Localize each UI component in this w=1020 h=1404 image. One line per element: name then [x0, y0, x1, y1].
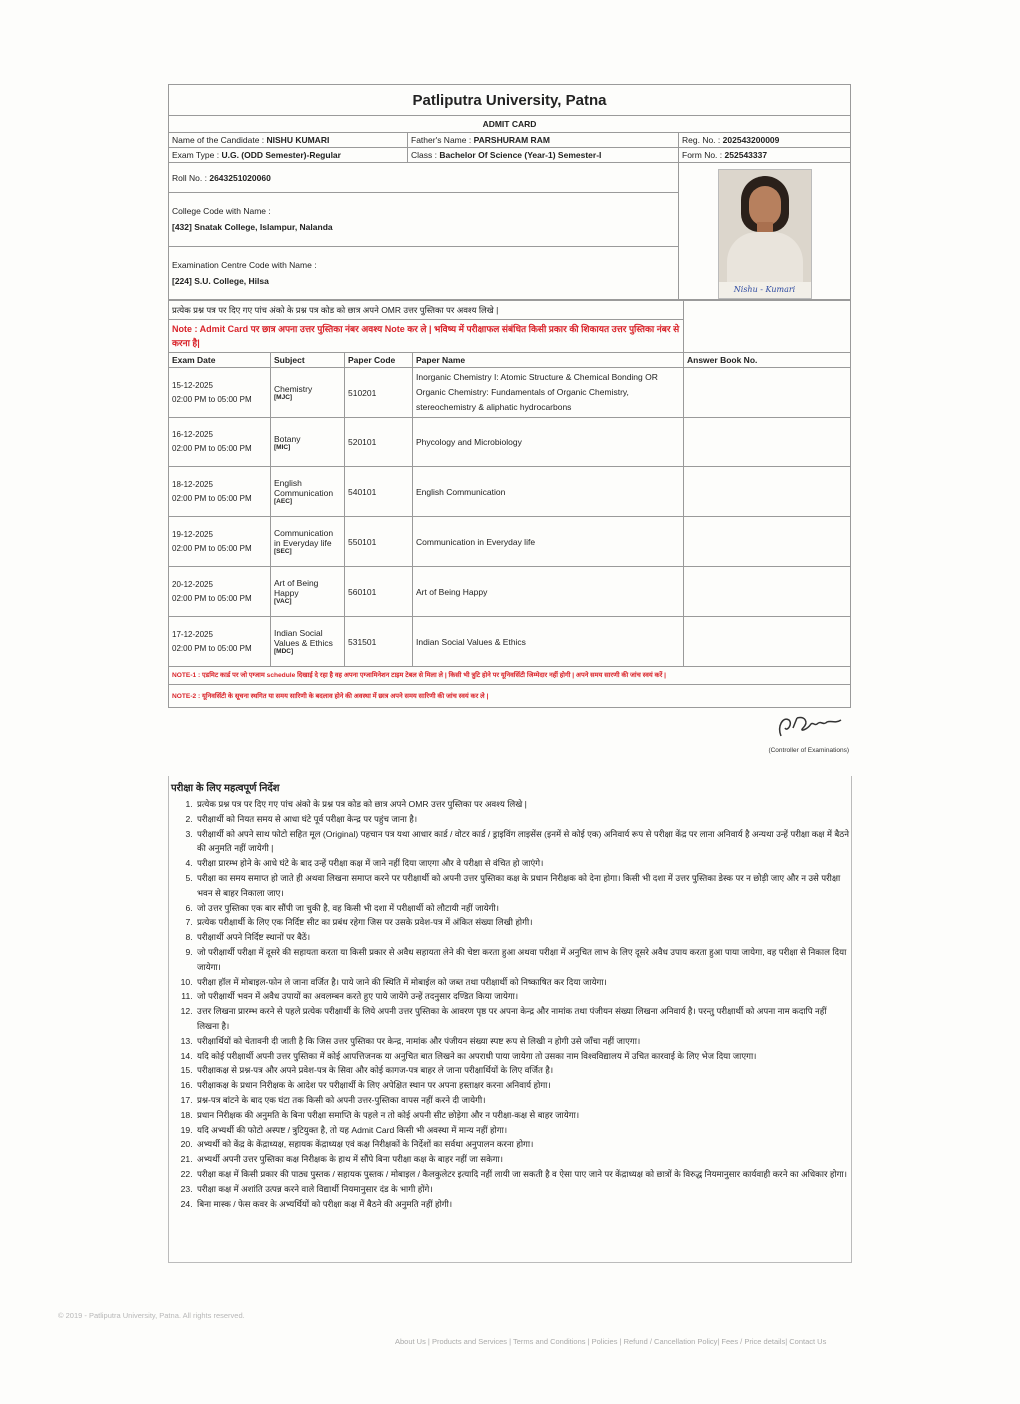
form-no-cell: Form No. : 252543337 — [679, 148, 851, 163]
candidate-name: NISHU KUMARI — [266, 135, 330, 145]
college-name: [432] Snatak College, Islampur, Nalanda — [172, 222, 333, 233]
list-item: 2. परीक्षार्थी को नियत समय से आधा घंटे पूर्व परीक्षा केन्द्र पर पहुंच जाना है। — [195, 812, 851, 827]
exam-paper: Phycology and Microbiology — [413, 418, 684, 467]
candidate-photo — [718, 169, 812, 299]
table-row — [169, 467, 851, 517]
reg-no-cell: Reg. No. : 202543200009 — [679, 133, 851, 148]
exam-code: 560101 — [345, 567, 413, 617]
exam-date: 20-12-2025 02:00 PM to 05:00 PM — [169, 567, 271, 617]
exam-date: 19-12-2025 02:00 PM to 05:00 PM — [169, 517, 271, 567]
centre-name: [224] S.U. College, Hilsa — [172, 275, 269, 286]
answer-book-no — [684, 368, 851, 418]
list-item: 3. परीक्षार्थी को अपने साथ फोटो सहित मूल (Original) पहचान पत्र यथा आधार कार्ड / वोटर कार्ड / ड्राइविंग लाइसेंस (इनमें से कोई एक) अनिवार्य रूप से परीक्षा केंद्र पर लाना अनिवार्य है अन्यथा उन्हें परीक्षा कक्ष में बैठने की अनुमति नहीं जायेगी | — [195, 827, 851, 857]
exam-subject: Chemistry [MJC] — [271, 368, 345, 418]
table-row — [169, 517, 851, 567]
list-item: 8. परीक्षार्थी अपने निर्दिष्ट स्थानों पर बैठें। — [195, 930, 851, 945]
list-item: 21. अभ्यर्थी अपनी उत्तर पुस्तिका कक्ष निरीक्षक के हाथ में सौंपे बिना परीक्षा कक्ष के बाहर नहीं जा सकेगा। — [195, 1152, 851, 1167]
list-item: 17. प्रश्न-पत्र बांटने के बाद एक घंटा तक किसी को अपनी उत्तर-पुस्तिका वापस नहीं करने दी जायेगी। — [195, 1093, 851, 1108]
controller-signature-area — [745, 708, 849, 754]
answer-book-no — [684, 517, 851, 567]
list-item: 1. प्रत्येक प्रश्न पत्र पर दिए गए पांच अंको के प्रश्न पत्र कोड को छात्र अपने OMR उत्तर पुस्तिका पर अवश्य लिखे | — [195, 797, 851, 812]
header-subject: Subject — [271, 353, 345, 368]
table-row — [169, 617, 851, 667]
list-item: 7. प्रत्येक परीक्षार्थी के लिए एक निर्दिष्ट सीट का प्रबंध रहेगा जिस पर उसके प्रवेश-पत्र में अंकित संख्या लिखी होगी। — [195, 915, 851, 930]
centre-cell: Examination Centre Code with Name : [224] S.U. College, Hilsa — [169, 246, 679, 299]
list-item: 14. यदि कोई परीक्षार्थी अपनी उत्तर पुस्तिका में कोई आपत्तिजनक या अनुचित बात लिखने का अपराधी पाया जायेगा तो उसका नाम विश्वविद्यालय में उचित कारवाई के लिए भेज दिया जाएगा। — [195, 1049, 851, 1064]
exam-subject: Art of Being Happy [VAC] — [271, 567, 345, 617]
class: Bachelor Of Science (Year-1) Semester-I — [439, 150, 602, 160]
list-item: 6. जो उत्तर पुस्तिका एक बार सौंपी जा चुकी है, वह किसी भी दशा में परीक्षार्थी को लौटायी नहीं जायेगी। — [195, 901, 851, 916]
header-answer-book: Answer Book No. — [684, 353, 851, 368]
controller-label: (Controller of Examinations) — [768, 747, 849, 754]
exam-code: 540101 — [345, 467, 413, 517]
list-item: 24. बिना मास्क / फेस कवर के अभ्यर्थियों को परीक्षा कक्ष में बैठने की अनुमति नहीं होगी। — [195, 1197, 851, 1212]
instructions-list — [169, 797, 851, 1211]
reg-no: 202543200009 — [722, 135, 780, 145]
note-red: Note : Admit Card पर छात्र अपना उत्तर पुस्तिका नंबर अवश्य Note कर ले | भविष्य में परीक्षाफल संबंधित किसी प्रकार की शिकायत उत्तर पुस्तिका नंबर से करना है| — [169, 320, 684, 353]
table-row — [169, 368, 851, 418]
exam-paper: Art of Being Happy — [413, 567, 684, 617]
university-name: Patliputra University, Patna — [169, 85, 851, 116]
father-name-cell: Father's Name : PARSHURAM RAM — [408, 133, 679, 148]
father-name: PARSHURAM RAM — [473, 135, 550, 145]
exam-code: 520101 — [345, 418, 413, 467]
list-item: 19. यदि अभ्यर्थी की फोटो अस्पष्ट / त्रुटियुक्त है, तो यह Admit Card किसी भी अवस्था में मान्य नहीं होगा। — [195, 1123, 851, 1138]
list-item: 11. जो परीक्षार्थी भवन में अवैध उपायों का अवलम्बन करते हुए पाये जायेंगे उन्हें तदनुसार दण्डित किया जायेगा। — [195, 989, 851, 1004]
exam-paper: Inorganic Chemistry I: Atomic Structure & Chemical Bonding OR Organic Chemistry: Fundamentals of Organic Chemistry, stereochemistry & aliphatic hydrocarbons — [413, 368, 684, 418]
header-paper-name: Paper Name — [413, 353, 684, 368]
exam-type-cell: Exam Type : U.G. (ODD Semester)-Regular — [169, 148, 408, 163]
exam-code: 550101 — [345, 517, 413, 567]
candidate-name-cell: Name of the Candidate : NISHU KUMARI — [169, 133, 408, 148]
list-item: 18. प्रधान निरीक्षक की अनुमति के बिना परीक्षा समाप्ति के पहले न तो कोई अपनी सीट छोड़ेगा और न परीक्षा-कक्ष से बाहर जायेगा। — [195, 1108, 851, 1123]
exam-code: 510201 — [345, 368, 413, 418]
list-item: 4. परीक्षा प्रारम्भ होने के आधे घंटे के बाद उन्हें परीक्षा कक्ष में जाने नहीं दिया जाएगा और वे परीक्षा से वंचित हो जाएंगे। — [195, 856, 851, 871]
list-item: 10. परीक्षा हॉल में मोबाइल-फोन ले जाना वर्जित है। पाये जाने की स्थिति में मोबाईल को जब्त तथा परीक्षार्थी को निष्काषित कर दिया जायेगा। — [195, 975, 851, 990]
exam-schedule-table — [168, 300, 851, 708]
photo-signature: Nishu - Kumari — [719, 282, 811, 298]
list-item: 15. परीक्षाकक्ष से प्रश्न-पत्र और अपने प्रवेश-पत्र के सिवा और कोई कागज-पत्र बाहर ले जाना परीक्षार्थियों के लिए वर्जित है। — [195, 1063, 851, 1078]
table-row — [169, 418, 851, 467]
list-item: 12. उत्तर लिखना प्रारम्भ करने से पहले प्रत्येक परीक्षार्थी के लिये अपनी उत्तर पुस्तिका के आवरण पृष्ठ पर अपना केन्द्र और नामांक तथा पंजीयन संख्या लिखना अनिवार्य है। परन्तु परीक्षार्थी को अपना नाम कदापि नहीं लिखना है। — [195, 1004, 851, 1034]
list-item: 13. परीक्षार्थियों को चेतावनी दी जाती है कि जिस उत्तर पुस्तिका पर केन्द्र, नामांक और पंजीयन संख्या स्पष्ट रूप से लिखी न होगी उसे जाँचा नहीं जाएगा। — [195, 1034, 851, 1049]
admit-card — [168, 84, 850, 708]
note-1: NOTE-1 : एडमिट कार्ड पर जो एग्जाम schedule दिखाई दे रहा है वह अपना एग्जामिनेशन टाइम टेबल से मिला ले | किसी भी त्रुटि होने पर यूनिवर्सिटी जिम्मेदार नहीं होगी | अपने समय सारणी की जांच स्वयं करें | — [169, 667, 851, 685]
exam-date: 17-12-2025 02:00 PM to 05:00 PM — [169, 617, 271, 667]
exam-subject: Botany [MIC] — [271, 418, 345, 467]
answer-book-no — [684, 467, 851, 517]
exam-date: 16-12-2025 02:00 PM to 05:00 PM — [169, 418, 271, 467]
list-item: 16. परीक्षाकक्ष के प्रधान निरीक्षक के आदेश पर परीक्षार्थी के लिए अपेक्षित स्थान पर अपना हस्ताक्षर करना अनिवार्य होगा। — [195, 1078, 851, 1093]
answer-book-no — [684, 567, 851, 617]
answer-book-no — [684, 418, 851, 467]
list-item: 5. परीक्षा का समय समाप्त हो जाते ही अथवा लिखना समाप्त करने पर परीक्षार्थी को अपनी उत्तर पुस्तिका कक्ष के प्रधान निरीक्षक को देना होगा। किसी भी दशा में उत्तर पुस्तिका डेस्क पर न छोड़ी जाए और न उसे परीक्षा भवन से बाहर निकाला जाए। — [195, 871, 851, 901]
footer-copyright: © 2019 - Patliputra University, Patna. All rights reserved. — [58, 1311, 245, 1320]
admit-card-title: ADMIT CARD — [169, 116, 851, 133]
roll-no: 2643251020060 — [209, 172, 271, 183]
college-cell: College Code with Name : [432] Snatak College, Islampur, Nalanda — [169, 193, 679, 246]
footer-links[interactable]: About Us | Products and Services | Terms and Conditions | Policies | Refund / Cancellation Policy| Fees / Price details| Contact Us — [395, 1337, 827, 1346]
exam-type: U.G. (ODD Semester)-Regular — [221, 150, 341, 160]
roll-no-cell: Roll No. : 2643251020060 — [169, 163, 679, 193]
exam-subject: Indian Social Values & Ethics [MDC] — [271, 617, 345, 667]
note-2: NOTE-2 : यूनिवर्सिटी के सूचना स्थगित या समय सारिणी के बदलाव होने की अवस्था में छात्र अपने समय सारिणी की जांच स्वयं कर ले | — [169, 685, 851, 708]
admit-card-table — [168, 84, 851, 300]
exam-date: 15-12-2025 02:00 PM to 05:00 PM — [169, 368, 271, 418]
list-item: 23. परीक्षा कक्ष में अशांति उत्पन्न करने वाले विद्यार्थी नियमानुसार दंड के भागी होंगे। — [195, 1182, 851, 1197]
controller-signature — [759, 708, 849, 742]
list-item: 9. जो परीक्षार्थी परीक्षा में दूसरे की सहायता करता या किसी प्रकार से अवैध सहायता लेने की चेष्टा करता हुआ अथवा परीक्षा में अनुचित लाभ के लिए दूसरे अवैध उपाय करता हुआ पाया जायेगा, वह परीक्षा से निकाल दिया जायेगा। — [195, 945, 851, 975]
omr-instruction: प्रत्येक प्रश्न पत्र पर दिए गए पांच अंको के प्रश्न पत्र कोड को छात्र अपने OMR उत्तर पुस्तिका पर अवश्य लिखे | — [169, 301, 684, 320]
class-cell: Class : Bachelor Of Science (Year-1) Semester-I — [408, 148, 679, 163]
header-exam-date: Exam Date — [169, 353, 271, 368]
header-paper-code: Paper Code — [345, 353, 413, 368]
exam-paper: Communication in Everyday life — [413, 517, 684, 567]
list-item: 20. अभ्यर्थी को केंद्र के केंद्राध्यक्ष, सहायक केंद्राध्यक्ष एवं कक्ष निरीक्षकों के निर्देशों का सर्वथा अनुपालन करना होगा। — [195, 1137, 851, 1152]
instructions-title: परीक्षा के लिए महत्वपूर्ण निर्देश — [171, 783, 280, 794]
exam-code: 531501 — [345, 617, 413, 667]
form-no: 252543337 — [724, 150, 768, 160]
answer-book-no — [684, 617, 851, 667]
exam-date: 18-12-2025 02:00 PM to 05:00 PM — [169, 467, 271, 517]
instructions-section — [168, 776, 852, 1263]
exam-paper: Indian Social Values & Ethics — [413, 617, 684, 667]
photo-cell — [679, 163, 851, 300]
exam-subject: English Communication [AEC] — [271, 467, 345, 517]
exam-paper: English Communication — [413, 467, 684, 517]
list-item: 22. परीक्षा कक्ष में किसी प्रकार की पाठ्य पुस्तक / सहायक पुस्तक / मोबाइल / कैलकुलेटर इत्यादि नहीं लायी जा सकती है व ऐसा पाए जाने पर केंद्राध्यक्ष को छात्रों के विरुद्ध नियमानुसार कार्यवाही करने का अधिकार होगा। — [195, 1167, 851, 1182]
table-row — [169, 567, 851, 617]
exam-subject: Communication in Everyday life [SEC] — [271, 517, 345, 567]
